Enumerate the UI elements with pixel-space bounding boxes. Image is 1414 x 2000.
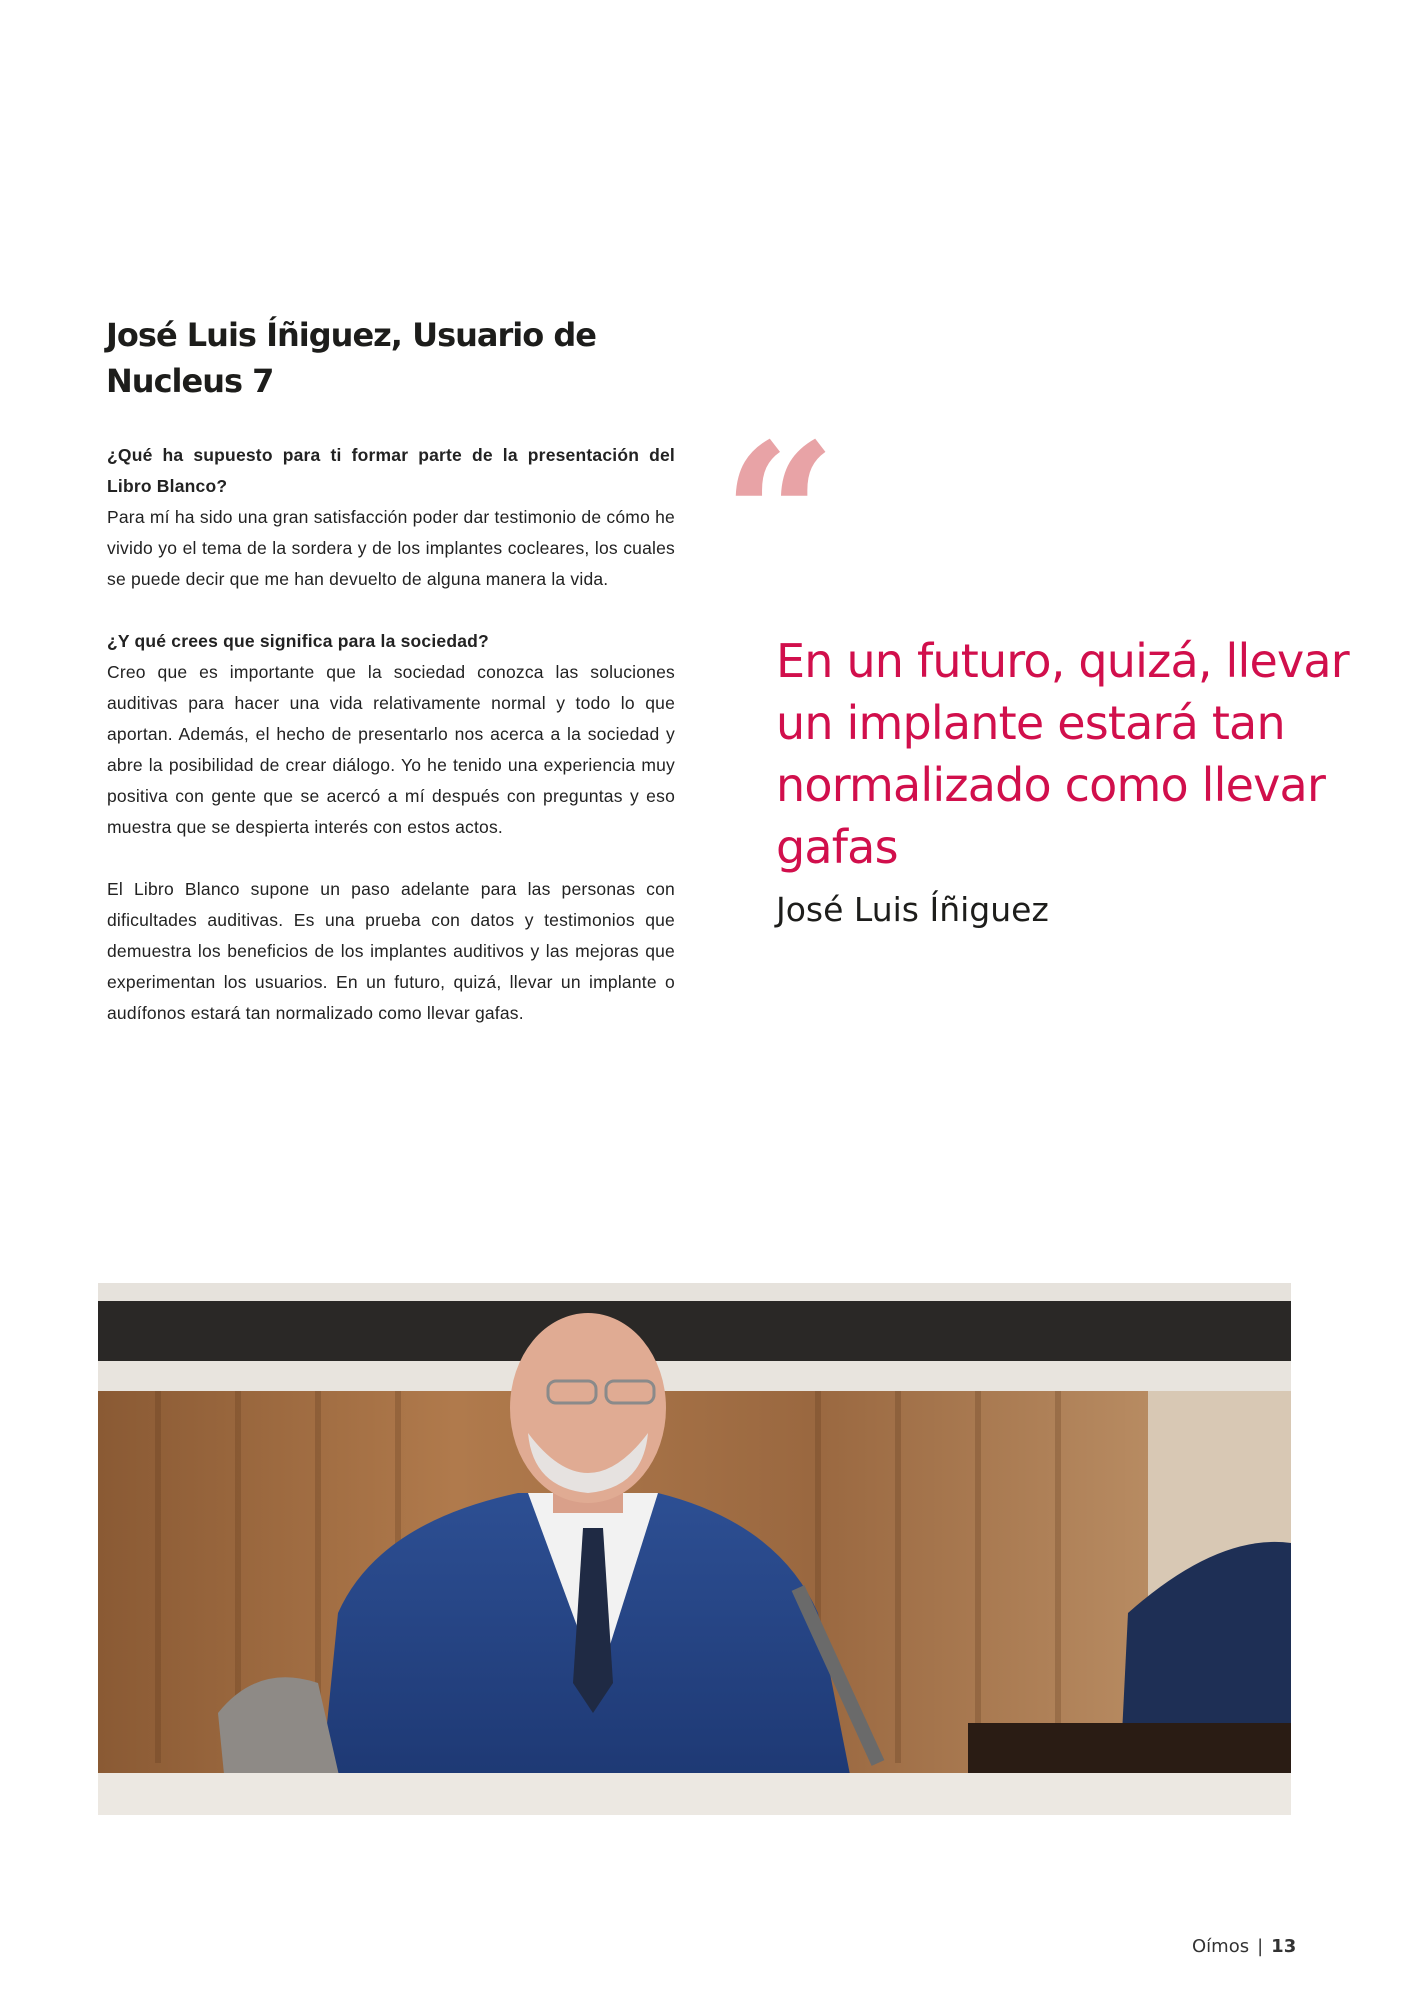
publication-name: Oímos [1192, 1936, 1250, 1957]
article-title: José Luis Íñiguez, Usuario de Nucleus 7 [106, 316, 596, 400]
interview-section-1 [107, 440, 675, 595]
pull-quote-block [776, 630, 1406, 932]
answer: Para mí ha sido una gran satisfacción poder dar testimonio de cómo he vivido yo el tema de la sordera y de los implantes cocleares, los cuales se puede decir que me han devuelto de alguna manera la vida. [107, 507, 675, 589]
speaker-photo [98, 1283, 1291, 1815]
speaker-photo-illustration [98, 1283, 1291, 1815]
question: ¿Y qué crees que significa para la sociedad? [107, 631, 489, 651]
pull-quote-attribution: José Luis Íñiguez [776, 890, 1049, 929]
question: ¿Qué ha supuesto para ti formar parte de la presentación del Libro Blanco? [107, 445, 675, 496]
interview-section-3 [107, 874, 675, 1029]
article-column [106, 312, 676, 1060]
page-footer [1192, 1936, 1296, 1957]
paragraph: El Libro Blanco supone un paso adelante para las personas con dificultades auditivas. Es una prueba con datos y testimonios que demuestra los beneficios de los implantes auditivos y las mejoras que experimentan los usuarios. En un futuro, quizá, llevar un implante o audífonos estará tan normalizado como llevar gafas. [107, 879, 675, 1023]
answer: Creo que es importante que la sociedad conozca las soluciones auditivas para hacer una vida relativamente normal y todo lo que aportan. Además, el hecho de presentarlo nos acerca a la sociedad y abre la posibilidad de crear diálogo. Yo he tenido una experiencia muy positiva con gente que se acercó a mí después con preguntas y eso muestra que se despierta interés con estos actos. [107, 662, 675, 837]
article-body [107, 440, 675, 1029]
pull-quote: En un futuro, quizá, llevar un implante estará tan normalizado como llevar gafas [776, 634, 1349, 874]
interview-section-2 [107, 626, 675, 843]
page-number: 13 [1271, 1936, 1297, 1957]
quote-mark-icon: “ [722, 400, 838, 635]
footer-separator: | [1257, 1936, 1264, 1957]
